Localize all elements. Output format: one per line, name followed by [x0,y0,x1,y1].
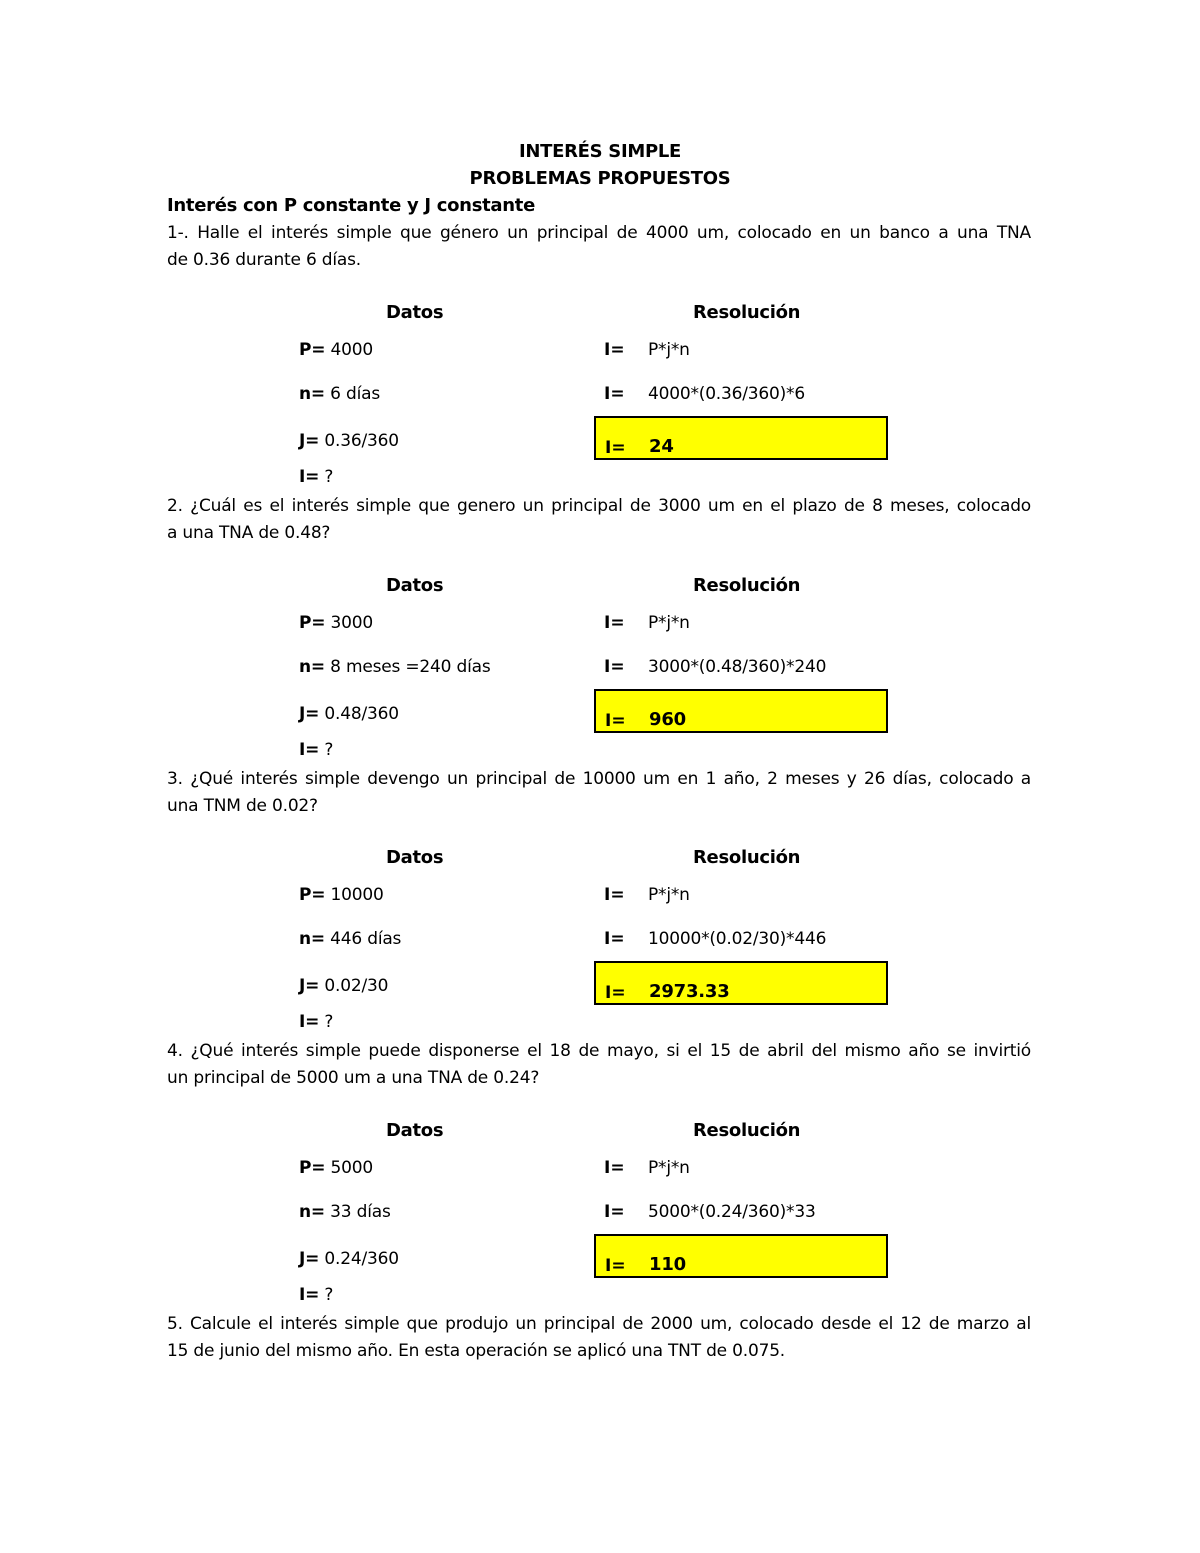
problem-1-line-1: 1-. Halle el interés simple que génerο un principal de 4000 um, colocado en un banco a una TNA [167,223,1031,243]
problem-2-line-1: 2. ¿Cuál es el interés simple que genero un principal de 3000 um en el plazo de 8 meses, colocado [167,496,1031,516]
time-row [299,929,401,949]
result-label: I= [605,438,626,458]
substitution-label: I= [604,384,625,404]
rate-row [299,431,399,451]
formula-label: I= [604,1158,625,1178]
unknown-mark: ? [324,467,334,487]
substitution-value: 10000*(0.02/30)*446 [648,929,827,949]
rate-label: J= [299,976,320,996]
problem-4-line-1: 4. ¿Qué interés simple puede disponerse el 18 de mayo, si el 15 de abril del mismo año se invirtió [167,1041,1031,1061]
problem-5-statement [167,1311,1031,1365]
resolucion-header: Resolución [693,575,801,596]
problem-2-statement [167,493,1031,547]
interest-unknown-row [299,1012,333,1032]
unknown-mark: ? [324,1285,334,1305]
result-value: 110 [649,1254,686,1275]
result-label: I= [605,711,626,731]
principal-row [299,613,373,633]
rate-value: 0.24/360 [324,1249,399,1269]
unknown-mark: ? [324,740,334,760]
unknown-mark: ? [324,1012,334,1032]
interest-label: I= [299,1285,320,1305]
problem-4-statement [167,1038,1031,1092]
substitution-label: I= [604,929,625,949]
substitution-value: 5000*(0.24/360)*33 [648,1202,816,1222]
resolucion-header: Resolución [693,847,801,868]
datos-header: Datos [386,1120,444,1141]
rate-row [299,704,399,724]
problem-3-line-2: una TNM de 0.02? [167,796,318,816]
result-box [594,689,888,733]
problem-3-statement [167,766,1031,820]
principal-value: 4000 [330,340,373,360]
substitution-value: 4000*(0.36/360)*6 [648,384,805,404]
principal-row [299,340,373,360]
datos-header: Datos [386,302,444,323]
substitution-value: 3000*(0.48/360)*240 [648,657,827,677]
interest-label: I= [299,467,320,487]
resolucion-header: Resolución [693,302,801,323]
datos-header: Datos [386,575,444,596]
problem-3-line-1: 3. ¿Qué interés simple devengo un principal de 10000 um en 1 año, 2 meses y 26 días, colocado a [167,769,1031,789]
rate-label: J= [299,704,320,724]
result-label: I= [605,983,626,1003]
formula-value: P*j*n [648,613,690,633]
formula-value: P*j*n [648,885,690,905]
interest-label: I= [299,740,320,760]
formula-value: P*j*n [648,1158,690,1178]
result-value: 24 [649,436,674,457]
formula-label: I= [604,613,625,633]
time-value: 33 días [330,1202,391,1222]
datos-header: Datos [386,847,444,868]
principal-label: P= [299,1158,326,1178]
document-subtitle: PROBLEMAS PROPUESTOS [469,168,731,189]
interest-unknown-row [299,467,333,487]
rate-row [299,976,388,996]
principal-label: P= [299,613,326,633]
interest-unknown-row [299,1285,333,1305]
principal-value: 5000 [330,1158,373,1178]
principal-row [299,1158,373,1178]
problem-1-line-2: de 0.36 durante 6 días. [167,250,361,270]
rate-value: 0.36/360 [324,431,399,451]
rate-value: 0.02/30 [324,976,389,996]
time-label: n= [299,384,325,404]
time-value: 446 días [330,929,402,949]
time-value: 6 días [330,384,380,404]
result-label: I= [605,1256,626,1276]
problem-4-line-2: un principal de 5000 um a una TNA de 0.24? [167,1068,540,1088]
substitution-label: I= [604,657,625,677]
formula-label: I= [604,340,625,360]
resolucion-header: Resolución [693,1120,801,1141]
interest-unknown-row [299,740,333,760]
principal-label: P= [299,340,326,360]
problem-2-line-2: a una TNA de 0.48? [167,523,331,543]
problem-5-line-1: 5. Calcule el interés simple que produjo un principal de 2000 um, colocado desde el 12 de marzo al [167,1314,1031,1334]
rate-value: 0.48/360 [324,704,399,724]
result-box [594,961,888,1005]
rate-label: J= [299,431,320,451]
formula-value: P*j*n [648,340,690,360]
time-row [299,657,490,677]
document-title: INTERÉS SIMPLE [518,141,682,162]
time-row [299,1202,391,1222]
time-label: n= [299,1202,325,1222]
result-value: 960 [649,709,686,730]
time-label: n= [299,929,325,949]
time-value: 8 meses =240 días [330,657,491,677]
result-box [594,416,888,460]
time-row [299,384,380,404]
substitution-label: I= [604,1202,625,1222]
section-heading: Interés con P constante y J constante [167,195,535,216]
rate-row [299,1249,399,1269]
principal-label: P= [299,885,326,905]
result-value: 2973.33 [649,981,730,1002]
problem-5-line-2: 15 de junio del mismo año. En esta operación se aplicó una TNT de 0.075. [167,1341,786,1361]
problem-1-statement [167,220,1031,274]
principal-value: 3000 [330,613,373,633]
principal-value: 10000 [330,885,384,905]
result-box [594,1234,888,1278]
principal-row [299,885,384,905]
rate-label: J= [299,1249,320,1269]
interest-label: I= [299,1012,320,1032]
time-label: n= [299,657,325,677]
formula-label: I= [604,885,625,905]
